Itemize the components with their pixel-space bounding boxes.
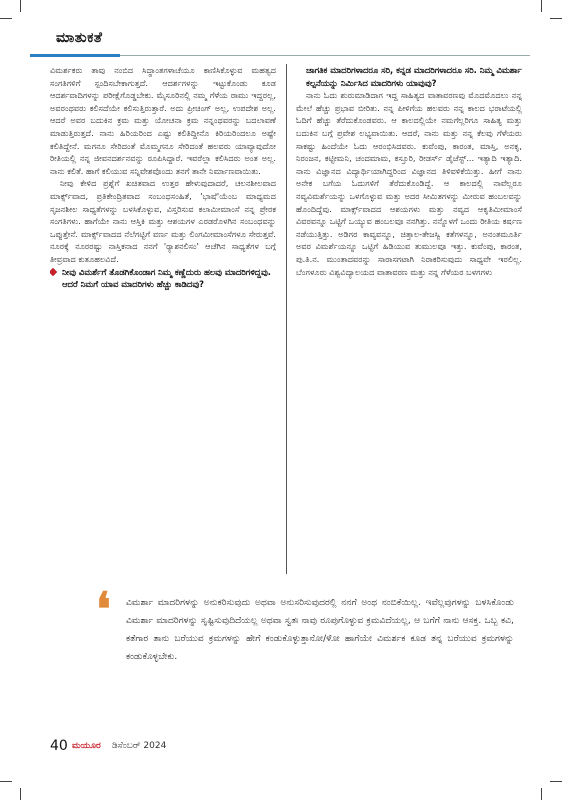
crop-mark	[0, 781, 12, 782]
crop-mark	[550, 18, 562, 19]
crop-mark	[20, 0, 21, 12]
pull-quote	[96, 582, 516, 722]
column-divider	[286, 64, 287, 574]
crop-mark	[550, 781, 562, 782]
left-column	[50, 64, 276, 574]
page-number: 40	[50, 738, 68, 754]
paragraph: ನಾನು ಓದು ಶುರುಮಾಡಿದಾಗ ಇದ್ದ ಸಾಹಿತ್ಯದ ವಾತಾವರಣವು ಮೊದಮೊದಲು ನನ್ನ ಮೇಲೆ ಹೆಚ್ಚು ಪ್ರಭಾವ ಬೀರಿತು. ನನ್ನ ಪೀಳಿಗೆಯ ಹಲವರು ನನ್ನ ಕಾಲದ ಭರಾಟೆಯಲ್ಲಿ ಓದಿಗೆ ಹೆಚ್ಚು ತೆರೆದುಕೊಂಡವರು. ಆ ಕಾಲದಲ್ಲಿಯೇ ನಮಗೆಲ್ಲರಿಗೂ ಸಾಹಿತ್ಯ ಮತ್ತು ಬದುಕಿನ ಬಗ್ಗೆ ಪ್ರವೇಶ ಲಭ್ಯವಾಯಿತು. ಆದರೆ, ನಾನು ಮತ್ತು ನನ್ನ ಕೆಲವು ಗೆಳೆಯರು ಸಾಕಷ್ಟು ಹಿಂದೆಯೇ ಓದು ಆರಂಭಿಸಿದವರು. ಕುವೆಂಪು, ಕಾರಂತ, ಮಾಸ್ತಿ, ಅನಕೃ, ನಿರಂಜನ, ಕಟ್ಟೀಮನಿ, ಚಂದಮಾಮ, ಕಸ್ತೂರಿ, ರೀಡರ್ಸ್ ಡೈಜೆಸ್ಟ್... ಇತ್ಯಾದಿ ಇತ್ಯಾದಿ. ನಾನು ವಿಜ್ಞಾನದ ವಿದ್ಯಾರ್ಥಿಯಾಗಿದ್ದರಿಂದ ವಿಜ್ಞಾನದ ತಿಳಿವಳಿಕೆಯಿತ್ತು. ಹೀಗೆ ನಾನು ಅನೇಕ ಬಗೆಯ ಓದುಗಳಿಗೆ ತೆರೆದುಕೊಂಡಿದ್ದೆ. ಆ ಕಾಲದಲ್ಲಿ ನಾವೆಲ್ಲರೂ ನವ್ಯವಿಮರ್ಶೆಯನ್ನು ಒಳಗೊಳ್ಳುವ ಮತ್ತು ಅದರ ಸೀಮಿತಗಳನ್ನು ಮೀರುವ ಹಂಬಲವನ್ನು ಹೊಂದಿದ್ದೆವು. ಮಾರ್ಕ್ಸ್‌ವಾದದ ಆಶಯಗಳು ಮತ್ತು ನವ್ಯದ ಆಕೃತಿಮೀಮಾಂಸೆ ವಿವರವನ್ನೂ ಒಟ್ಟಿಗೆ ಒಯ್ಯುವ ಹಂಬಲವೂ ನನಗಿತ್ತು. ನನ್ನೊಳಗೆ ಒಂದು ರೀತಿಯ ಕರ್ಷಣ ನಡೆಯುತ್ತಿತ್ತು. ಅಡಿಗರ ಕಾವ್ಯವನ್ನೂ, ಚಿತ್ತಾಲ-ತೇಜಸ್ವಿ ಕತೆಗಳನ್ನೂ, ಅನಂತಮೂರ್ತಿ ಅವರ ವಿಮರ್ಶೆಯನ್ನೂ ಒಟ್ಟಿಗೆ ಹಿಡಿಯುವ ತುಮುಲವೂ ಇತ್ತು. ಕುವೆಂಪು, ಕಾರಂತ, ಪು.ತಿ.ನ. ಮುಂತಾದವರನ್ನು ಸಾರಾಸಗಟಾಗಿ ನಿರಾಕರಿಸುವುದು ಸಾಧ್ಯವೇ ಇರಲಿಲ್ಲ. ಬೆಂಗಳೂರು ವಿಶ್ವವಿದ್ಯಾಲಯದ ವಾತಾವರಣ ಮತ್ತು ನನ್ನ ಗೆಳೆಯರ ಬಳಗಗಳು	[296, 90, 522, 277]
section-header	[0, 26, 562, 60]
page-footer	[50, 738, 350, 758]
header-accent-rule	[30, 54, 120, 57]
right-column	[296, 64, 522, 574]
interview-question: ಜಾಗತಿಕ ಮಾದರಿಗಳಾದರೂ ಸರಿ, ಕನ್ನಡ ಮಾದರಿಗಳಾದರೂ ಸರಿ. ನಿಮ್ಮ ವಿಮರ್ಶಾ ಕಲ್ಪನೆಯನ್ನು ನಿರ್ಮಿಸಿದ ಮಾದರಿಗಳು ಯಾವುವು?	[306, 65, 522, 88]
pull-quote-text: ವಿಮರ್ಶಾ ಮಾದರಿಗಳನ್ನು ಅನುಕರಿಸುವುದು ಅಥವಾ ಅನುಸರಿಸುವುದರಲ್ಲಿ ನನಗೆ ಅಂಥ ನಂಬಿಕೆಯಿಲ್ಲ. ಇವೆಲ್ಲವುಗಳನ್ನು ಬಳಸಿಕೊಂಡು ವಿಮರ್ಶಾ ಮಾದರಿಗಳನ್ನು ಸೃಷ್ಟಿಸುವುದಿದೆಯಲ್ಲ ಅಥವಾ ಸ್ವತಃ ನಾವು ರೂಪುಗೊಳ್ಳುವ ಕ್ರಮವಿದೆಯಲ್ಲ, ಆ ಬಗೆಗೆ ನಾನು ಆಸಕ್ತ. ಒಬ್ಬ ಕವಿ, ಕತೆಗಾರ ತಾನು ಬರೆಯುವ ಕ್ರಮಗಳನ್ನು ಹೇಗೆ ಕಂಡುಕೊಳ್ಳುತ್ತಾನೋ/ಳೋ ಹಾಗೆಯೇ ವಿಮರ್ಶಕ ಕೂಡ ತನ್ನ ಬರೆಯುವ ಕ್ರಮಗಳನ್ನು ಕಂಡುಕೊಳ್ಳಬೇಕು.	[126, 598, 514, 662]
article-body	[50, 64, 522, 574]
issue-date: ಡಿಸೆಂಬರ್ 2024	[112, 741, 167, 751]
crop-mark	[541, 0, 542, 12]
crop-mark	[541, 788, 542, 800]
question-text: ನೀವು ವಿಮರ್ಶೆಗೆ ತೊಡಗಿಕೊಂಡಾಗ ನಿಮ್ಮ ಕಣ್ಣೆದುರು ಹಲವು ಮಾದರಿಗಳಿದ್ದವು. ಆದರೆ ನಿಮಗೆ ಯಾವ ಮಾದರಿಗಳು ಹೆಚ್ಚು ಕಾಡಿದವು?	[62, 266, 271, 290]
diamond-bullet-icon	[50, 267, 57, 275]
section-title: ಮಾತುಕತೆ	[56, 30, 103, 46]
quote-mark-icon: ❛	[96, 582, 111, 636]
crop-mark	[20, 788, 21, 800]
paragraph: ನೀವು ಕೇಳಿದ ಪ್ರಶ್ನೆಗೆ ಖಚಿತವಾದ ಉತ್ತರ ಹೇಳುವುದಾದರೆ, ಚಲನಶೀಲವಾದ ಮಾರ್ಕ್ಸ್‌ವಾದ, ಪ್ರತಿಕೇಂದ್ರಿತವಾದ ಸಂಬಂಧಸಂಹಿತೆ, 'ಭಾಷೆ'ಯೆಂಬ ಮಾಧ್ಯಮದ ಸೃಜನಶೀಲ ಸಾಧ್ಯತೆಗಳನ್ನು ಬಳಸಿಕೊಳ್ಳುವ, ವಿಸ್ತರಿಸುವ ಕಲಾಮೀಮಾಂಸೆ ನನ್ನ ಪ್ರೇರಕ ಸಂಗತಿಗಳು. ಹಾಗೆಯೇ ನಾನು ಆಸ್ತಿಕಿ ಮತ್ತು ಆಶಯಗಳ ಎರಡರೊಳಗಿನ ಸಂಬಂಧವನ್ನು ಒಪ್ಪುತ್ತೇನೆ. ಮಾರ್ಕ್ಸ್‌ವಾದದ ನೆಲೆಗಟ್ಟಿಗೆ ವರ್ಣ ಮತ್ತು ಲಿಂಗಮೀಮಾಂಸೆಗಳೂ ಸೇರುತ್ತವೆ. ನೂರಕ್ಕೆ ನೂರರಷ್ಟು ನಾಸ್ತಿಕನಾದ ನನಗೆ 'ರ‍್ಯಾಶನಲಿಸಂ' ಆಚೆಗಿನ ಸಾಧ್ಯತೆಗಳ ಬಗ್ಗೆ ತೀವ್ರವಾದ ಕುತೂಹಲವಿದೆ.	[50, 178, 276, 264]
header-rule	[120, 55, 530, 56]
magazine-logo: ಮಯೂರ	[72, 741, 101, 751]
interview-question	[50, 266, 276, 291]
crop-mark	[0, 18, 12, 19]
paragraph: ವಿಮರ್ಶಕರು ತಾವು ನಂಬಿದ ಸಿದ್ಧಾಂತಗಳಾಚೆಯೂ ಕಾಣಿಸಿಕೊಳ್ಳುವ ಮಹತ್ವದ ಸಂಗತಿಗಳಿಗೆ ಸ್ಪಂದಿಸಬೇಕಾಗುತ್ತದೆ. ಆದರ್ಶಗಳನ್ನು ಇಟ್ಟುಕೊಂಡು ಕೂಡ ಆದರ್ಶವಾದಿಗಳನ್ನು ಪರೀಕ್ಷೆಗೊಡ್ಡಬೇಕು. ಮೈಸೂರಿನಲ್ಲಿ ನಮ್ಮ ಗೆಳೆಯ ರಾಮು ಇದ್ದರಲ್ಲ, ಅವರಂಥವರು ಕಲಿಸದೆಯೇ ಕಲಿಸುತ್ತಿರುತ್ತಾರೆ. ಅದು ಪ್ರೀಚಿಂಗ್ ಅಲ್ಲ, ಉಪದೇಶ ಅಲ್ಲ. ಆದರೆ ಅವರ ಬದುಕಿನ ಕ್ರಮ ಮತ್ತು ಯೋಚನಾ ಕ್ರಮ ನನ್ನಂಥವರನ್ನು ಬದಲಾವಣೆ ಮಾಡುತ್ತಿರುತ್ತದೆ. ನಾನು ಹಿರಿಯರಿಂದ ಎಷ್ಟು ಕಲಿತಿದ್ದೀನೊ ಕಿರಿಯರಿಂದಲೂ ಅಷ್ಟೇ ಕಲಿತಿದ್ದೇನೆ. ಮಗನೂ ಸೇರಿದಂತೆ ಮೊಮ್ಮಗನೂ ಸೇರಿದಂತೆ ಹಲವರು ಯಾವ್ಯಾವುದೋ ರೀತಿಯಲ್ಲಿ ನನ್ನ ಜೀವನದರ್ಶನವನ್ನು ರೂಪಿಸಿದ್ದಾರೆ. ಇವರೆಲ್ಲಾ ಕಲಿಸಿದರು ಅಂತ ಅಲ್ಲ. ನಾನು ಕಲಿತೆ. ಹಾಗೆ ಕಲಿಯುವ ಸನ್ನಿವೇಶವೊಂದು ತನಗೆ ತಾನೇ ನಿರ್ಮಾಣವಾಯಿತು.	[50, 65, 276, 176]
